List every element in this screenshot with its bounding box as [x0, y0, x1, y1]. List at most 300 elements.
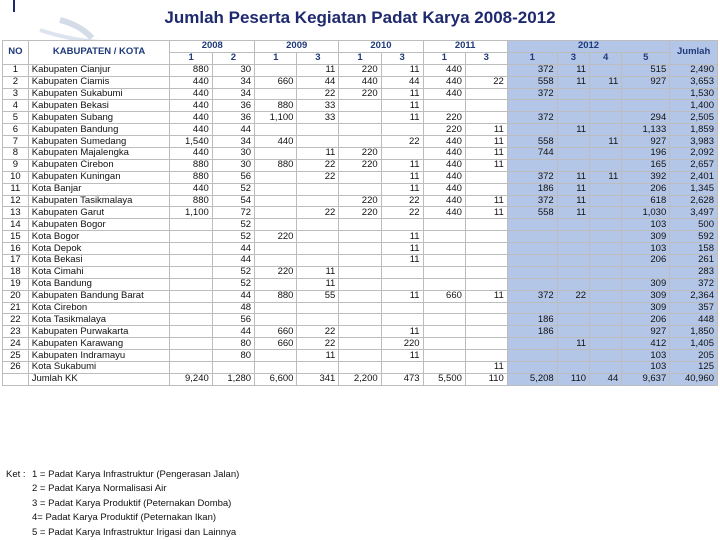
value-cell	[557, 112, 589, 124]
legend-text: 3 = Padat Karya Produktif (Peternakan Domba)	[32, 497, 232, 509]
value-cell: 11	[381, 112, 423, 124]
legend-notes	[6, 468, 239, 540]
value-cell	[339, 255, 381, 267]
value-cell	[297, 255, 339, 267]
value-cell	[339, 112, 381, 124]
value-cell: 11	[297, 148, 339, 160]
value-cell	[170, 231, 212, 243]
value-cell: 220	[423, 124, 465, 136]
value-cell: 220	[255, 266, 297, 278]
page-title: Jumlah Peserta Kegiatan Padat Karya 2008-2012	[164, 8, 556, 27]
value-cell: 186	[507, 326, 557, 338]
value-cell	[255, 207, 297, 219]
legend-label: Ket :	[6, 469, 26, 480]
value-cell: 110	[465, 373, 507, 385]
sub-header: 1	[170, 52, 212, 64]
value-cell	[590, 88, 622, 100]
table-row	[3, 183, 718, 195]
value-cell: 880	[170, 64, 212, 76]
value-cell: 103	[622, 219, 670, 231]
value-cell: 220	[339, 195, 381, 207]
value-cell: 927	[622, 136, 670, 148]
value-cell: 11	[557, 64, 589, 76]
value-cell	[557, 314, 589, 326]
value-cell: 54	[212, 195, 254, 207]
region-name: Kabupaten Majalengka	[28, 148, 170, 160]
value-cell	[465, 326, 507, 338]
legend-item	[6, 526, 239, 540]
col-header-2011: 2011	[423, 41, 507, 53]
value-cell	[590, 266, 622, 278]
value-cell: 11	[381, 290, 423, 302]
value-cell: 412	[622, 338, 670, 350]
value-cell: 52	[212, 266, 254, 278]
value-cell	[212, 362, 254, 374]
row-total-cell: 2,490	[670, 64, 718, 76]
table-row	[3, 64, 718, 76]
value-cell	[170, 302, 212, 314]
legend-text: 2 = Padat Karya Normalisasi Air	[32, 483, 167, 495]
value-cell: 30	[212, 159, 254, 171]
table-body	[3, 64, 718, 385]
value-cell: 11	[381, 64, 423, 76]
value-cell: 880	[170, 171, 212, 183]
value-cell: 44	[590, 373, 622, 385]
table-row	[3, 255, 718, 267]
row-total-cell: 261	[670, 255, 718, 267]
region-name: Kota Cirebon	[28, 302, 170, 314]
value-cell	[465, 255, 507, 267]
value-cell	[465, 88, 507, 100]
value-cell	[339, 266, 381, 278]
legend-text: 1 = Padat Karya Infrastruktur (Pengerasan Jalan)	[32, 469, 240, 480]
value-cell	[255, 350, 297, 362]
value-cell: 5,208	[507, 373, 557, 385]
value-cell: 186	[507, 183, 557, 195]
value-cell: 11	[465, 195, 507, 207]
value-cell	[465, 266, 507, 278]
value-cell	[255, 195, 297, 207]
row-total-cell: 500	[670, 219, 718, 231]
table-row	[3, 88, 718, 100]
value-cell	[622, 266, 670, 278]
value-cell: 52	[212, 183, 254, 195]
value-cell: 309	[622, 231, 670, 243]
value-cell: 220	[339, 148, 381, 160]
value-cell: 48	[212, 302, 254, 314]
value-cell: 1,540	[170, 136, 212, 148]
value-cell	[557, 136, 589, 148]
value-cell	[507, 159, 557, 171]
value-cell: 372	[507, 195, 557, 207]
value-cell: 22	[381, 207, 423, 219]
value-cell	[622, 88, 670, 100]
value-cell: 22	[381, 136, 423, 148]
value-cell: 927	[622, 76, 670, 88]
value-cell: 440	[423, 171, 465, 183]
row-total-cell: 2,628	[670, 195, 718, 207]
value-cell	[465, 243, 507, 255]
col-header-jumlah: Jumlah	[670, 41, 718, 65]
value-cell	[339, 338, 381, 350]
value-cell	[339, 278, 381, 290]
row-number: 21	[3, 302, 29, 314]
value-cell	[381, 302, 423, 314]
value-cell	[423, 278, 465, 290]
value-cell: 440	[170, 112, 212, 124]
row-number: 16	[3, 243, 29, 255]
value-cell	[590, 302, 622, 314]
value-cell	[297, 136, 339, 148]
value-cell	[465, 112, 507, 124]
col-header-2010: 2010	[339, 41, 423, 53]
value-cell: 440	[423, 64, 465, 76]
value-cell	[465, 219, 507, 231]
value-cell	[170, 350, 212, 362]
value-cell: 11	[381, 243, 423, 255]
value-cell: 2,200	[339, 373, 381, 385]
region-name: Kabupaten Karawang	[28, 338, 170, 350]
value-cell	[255, 278, 297, 290]
value-cell: 22	[297, 171, 339, 183]
value-cell: 372	[507, 290, 557, 302]
participants-table	[2, 40, 718, 386]
sub-header: 2	[212, 52, 254, 64]
row-number: 10	[3, 171, 29, 183]
value-cell: 1,030	[622, 207, 670, 219]
row-total-cell: 40,960	[670, 373, 718, 385]
value-cell: 1,100	[255, 112, 297, 124]
table-row	[3, 124, 718, 136]
value-cell	[507, 255, 557, 267]
value-cell: 880	[255, 159, 297, 171]
region-name: Kota Depok	[28, 243, 170, 255]
row-total-cell: 158	[670, 243, 718, 255]
value-cell	[590, 314, 622, 326]
value-cell	[423, 362, 465, 374]
col-header-2009: 2009	[255, 41, 339, 53]
row-number: 20	[3, 290, 29, 302]
value-cell	[622, 100, 670, 112]
value-cell	[557, 326, 589, 338]
value-cell	[557, 88, 589, 100]
sub-header: 1	[339, 52, 381, 64]
region-name: Kabupaten Bandung Barat	[28, 290, 170, 302]
value-cell: 103	[622, 243, 670, 255]
value-cell: 440	[423, 159, 465, 171]
value-cell	[507, 362, 557, 374]
value-cell	[590, 255, 622, 267]
value-cell	[465, 100, 507, 112]
value-cell: 11	[297, 64, 339, 76]
legend-item	[6, 482, 239, 496]
value-cell: 440	[170, 100, 212, 112]
value-cell	[590, 338, 622, 350]
row-number: 6	[3, 124, 29, 136]
value-cell	[423, 266, 465, 278]
value-cell	[170, 314, 212, 326]
table-row	[3, 112, 718, 124]
row-total-cell: 2,657	[670, 159, 718, 171]
col-header-kabupaten: KABUPATEN / KOTA	[28, 41, 170, 65]
value-cell: 440	[170, 76, 212, 88]
row-number: 9	[3, 159, 29, 171]
value-cell	[170, 326, 212, 338]
value-cell: 220	[339, 88, 381, 100]
value-cell: 880	[255, 290, 297, 302]
value-cell: 440	[423, 136, 465, 148]
row-total-cell: 205	[670, 350, 718, 362]
value-cell	[170, 219, 212, 231]
sub-header: 1	[423, 52, 465, 64]
value-cell: 372	[507, 64, 557, 76]
value-cell	[423, 326, 465, 338]
value-cell: 44	[297, 76, 339, 88]
value-cell	[381, 266, 423, 278]
value-cell	[423, 255, 465, 267]
table-row	[3, 76, 718, 88]
value-cell	[590, 278, 622, 290]
row-number: 24	[3, 338, 29, 350]
value-cell: 558	[507, 76, 557, 88]
value-cell: 36	[212, 112, 254, 124]
region-name: Kota Bekasi	[28, 255, 170, 267]
value-cell: 55	[297, 290, 339, 302]
region-name: Kabupaten Indramayu	[28, 350, 170, 362]
value-cell: 11	[381, 326, 423, 338]
value-cell	[590, 148, 622, 160]
value-cell	[339, 219, 381, 231]
legend-text: 4= Padat Karya Produktif (Peternakan Ikan)	[32, 512, 217, 524]
region-name: Kota Bandung	[28, 278, 170, 290]
value-cell	[590, 112, 622, 124]
table-row	[3, 159, 718, 171]
value-cell: 440	[423, 148, 465, 160]
value-cell	[557, 255, 589, 267]
row-total-cell: 357	[670, 302, 718, 314]
value-cell: 11	[557, 171, 589, 183]
value-cell: 11	[590, 136, 622, 148]
table-row	[3, 231, 718, 243]
value-cell	[255, 302, 297, 314]
row-total-cell: 2,401	[670, 171, 718, 183]
table-row	[3, 243, 718, 255]
value-cell: 11	[297, 350, 339, 362]
value-cell	[590, 243, 622, 255]
value-cell	[170, 290, 212, 302]
table-row	[3, 290, 718, 302]
value-cell	[170, 243, 212, 255]
value-cell: 44	[212, 124, 254, 136]
value-cell	[557, 148, 589, 160]
row-number: 1	[3, 64, 29, 76]
value-cell	[381, 219, 423, 231]
value-cell: 206	[622, 255, 670, 267]
value-cell	[423, 243, 465, 255]
row-total-cell: 125	[670, 362, 718, 374]
value-cell: 440	[170, 124, 212, 136]
region-name: Kota Banjar	[28, 183, 170, 195]
table-row	[3, 350, 718, 362]
row-total-cell: 1,405	[670, 338, 718, 350]
row-number: 3	[3, 88, 29, 100]
row-total-cell: 1,400	[670, 100, 718, 112]
row-number: 13	[3, 207, 29, 219]
value-cell	[465, 278, 507, 290]
value-cell	[507, 231, 557, 243]
value-cell	[465, 231, 507, 243]
value-cell	[557, 302, 589, 314]
region-name: Kota Bogor	[28, 231, 170, 243]
value-cell	[381, 314, 423, 326]
value-cell: 372	[507, 171, 557, 183]
row-number: 14	[3, 219, 29, 231]
value-cell: 44	[212, 326, 254, 338]
value-cell	[381, 278, 423, 290]
value-cell	[381, 124, 423, 136]
value-cell	[170, 362, 212, 374]
region-name: Kota Cimahi	[28, 266, 170, 278]
value-cell: 11	[557, 76, 589, 88]
value-cell: 44	[212, 255, 254, 267]
row-number: 19	[3, 278, 29, 290]
value-cell: 22	[557, 290, 589, 302]
region-name: Kabupaten Bekasi	[28, 100, 170, 112]
value-cell	[423, 219, 465, 231]
value-cell: 33	[297, 112, 339, 124]
value-cell	[557, 278, 589, 290]
value-cell	[339, 124, 381, 136]
value-cell: 11	[381, 350, 423, 362]
value-cell: 44	[381, 76, 423, 88]
value-cell: 72	[212, 207, 254, 219]
region-name: Kabupaten Sumedang	[28, 136, 170, 148]
value-cell	[465, 302, 507, 314]
value-cell: 11	[557, 207, 589, 219]
value-cell: 34	[212, 76, 254, 88]
value-cell	[423, 314, 465, 326]
table-row	[3, 207, 718, 219]
value-cell: 44	[212, 243, 254, 255]
value-cell: 206	[622, 314, 670, 326]
value-cell	[339, 302, 381, 314]
legend-item	[6, 468, 239, 482]
value-cell: 309	[622, 278, 670, 290]
region-name: Kabupaten Subang	[28, 112, 170, 124]
region-name: Kabupaten Bogor	[28, 219, 170, 231]
row-number: 18	[3, 266, 29, 278]
sub-header: 5	[622, 52, 670, 64]
value-cell: 220	[423, 112, 465, 124]
value-cell: 473	[381, 373, 423, 385]
row-total-cell: 448	[670, 314, 718, 326]
row-number: 5	[3, 112, 29, 124]
value-cell	[507, 302, 557, 314]
value-cell: 440	[170, 148, 212, 160]
col-header-2008: 2008	[170, 41, 255, 53]
table-row	[3, 338, 718, 350]
value-cell	[465, 183, 507, 195]
value-cell	[339, 290, 381, 302]
value-cell	[255, 314, 297, 326]
value-cell: 11	[465, 290, 507, 302]
sub-header: 3	[557, 52, 589, 64]
table-row	[3, 266, 718, 278]
value-cell: 56	[212, 314, 254, 326]
value-cell: 927	[622, 326, 670, 338]
table-row	[3, 278, 718, 290]
value-cell: 558	[507, 207, 557, 219]
table-row	[3, 136, 718, 148]
value-cell	[255, 255, 297, 267]
col-header-2012: 2012	[507, 41, 669, 53]
value-cell: 11	[381, 183, 423, 195]
value-cell: 309	[622, 302, 670, 314]
sub-header: 3	[297, 52, 339, 64]
region-name: Kabupaten Purwakarta	[28, 326, 170, 338]
sub-header: 1	[507, 52, 557, 64]
value-cell	[557, 159, 589, 171]
sub-header: 1	[255, 52, 297, 64]
row-number: 26	[3, 362, 29, 374]
value-cell: 11	[557, 195, 589, 207]
value-cell	[557, 243, 589, 255]
value-cell: 440	[255, 136, 297, 148]
value-cell	[170, 255, 212, 267]
row-total-cell: 2,092	[670, 148, 718, 160]
value-cell	[297, 302, 339, 314]
value-cell	[590, 231, 622, 243]
value-cell: 660	[423, 290, 465, 302]
value-cell	[557, 350, 589, 362]
value-cell: 206	[622, 183, 670, 195]
total-row	[3, 373, 718, 385]
region-name: Kabupaten Ciamis	[28, 76, 170, 88]
legend-item	[6, 497, 239, 511]
value-cell: 11	[381, 159, 423, 171]
value-cell: 52	[212, 219, 254, 231]
value-cell: 618	[622, 195, 670, 207]
value-cell: 22	[297, 88, 339, 100]
value-cell	[255, 88, 297, 100]
value-cell	[339, 326, 381, 338]
value-cell	[507, 266, 557, 278]
value-cell: 11	[557, 183, 589, 195]
value-cell	[297, 231, 339, 243]
value-cell: 11	[557, 338, 589, 350]
row-total-cell: 372	[670, 278, 718, 290]
table-row	[3, 219, 718, 231]
value-cell: 880	[170, 195, 212, 207]
row-total-cell: 2,505	[670, 112, 718, 124]
value-cell	[423, 350, 465, 362]
value-cell	[507, 219, 557, 231]
value-cell	[170, 278, 212, 290]
value-cell	[339, 100, 381, 112]
value-cell	[423, 231, 465, 243]
value-cell: 11	[465, 124, 507, 136]
row-number: 12	[3, 195, 29, 207]
value-cell	[339, 231, 381, 243]
value-cell	[557, 266, 589, 278]
value-cell: 220	[339, 64, 381, 76]
region-name: Kabupaten Bandung	[28, 124, 170, 136]
value-cell: 1,133	[622, 124, 670, 136]
value-cell: 294	[622, 112, 670, 124]
value-cell: 22	[465, 76, 507, 88]
value-cell	[339, 243, 381, 255]
value-cell	[557, 219, 589, 231]
